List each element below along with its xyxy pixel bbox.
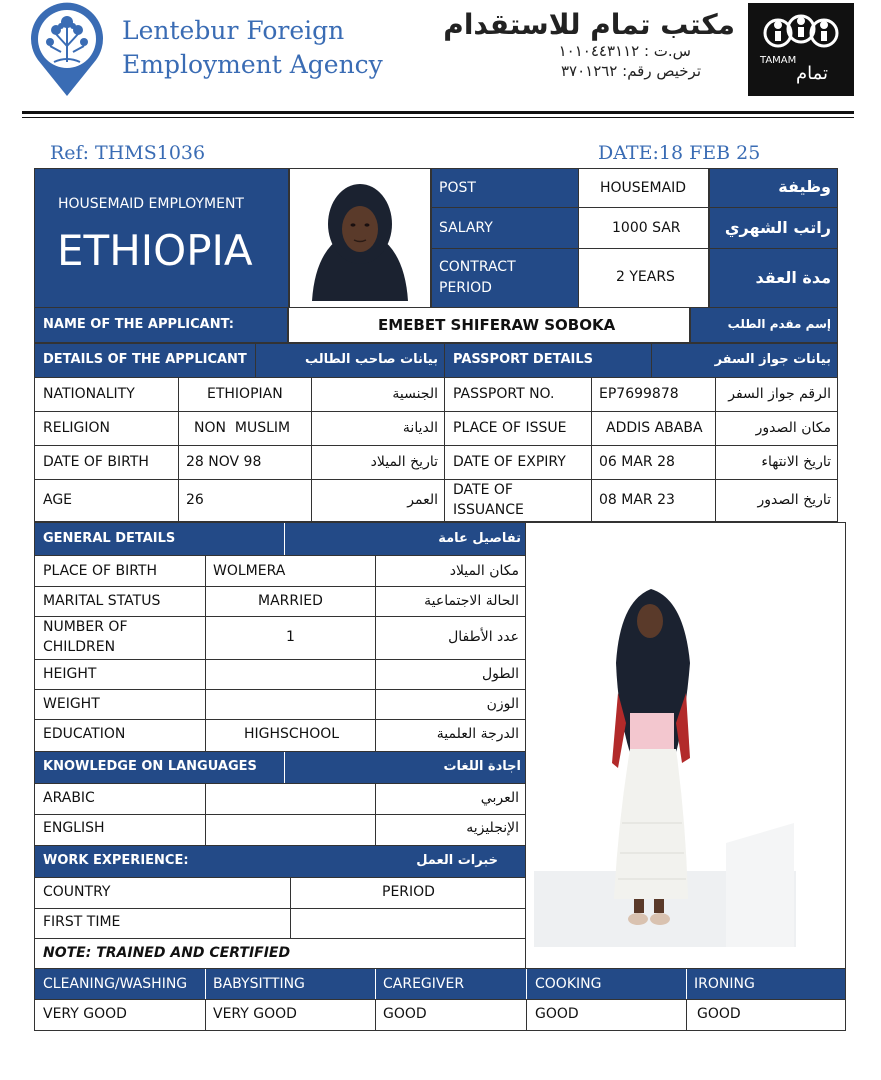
general-header-en: GENERAL DETAILS (43, 531, 176, 546)
place-of-issue-value: ADDIS ABABA (606, 420, 703, 436)
work-first-time: FIRST TIME (43, 914, 121, 930)
trained-note: NOTE: TRAINED AND CERTIFIED (43, 945, 291, 961)
header-separator (284, 752, 285, 783)
work-header-en: WORK EXPERIENCE: (43, 853, 189, 868)
header-separator (205, 969, 206, 999)
post-ar: وظيفة (778, 177, 831, 196)
passport-no-ar: الرقم جواز السفر (728, 386, 831, 402)
row-divider (34, 719, 526, 720)
work-header-ar: خبرات العمل (416, 853, 498, 868)
date-of-expiry-label: DATE OF EXPIRY (453, 454, 566, 470)
header-divider-thin (22, 117, 854, 118)
col-divider (375, 999, 376, 1031)
religion-ar: الديانة (402, 420, 438, 436)
header-separator (686, 969, 687, 999)
passport-no-value: EP7699878 (599, 386, 679, 402)
marital-status-value: MARRIED (258, 593, 323, 609)
tamam-people-icon (748, 3, 854, 96)
children-ar: عدد الأطفال (448, 629, 519, 645)
nationality-ar: الجنسية (392, 386, 438, 402)
age-value: 26 (186, 492, 204, 508)
col-divider (178, 377, 179, 522)
salary-value: 1000 SAR (612, 220, 681, 236)
row-divider (34, 938, 526, 939)
education-label: EDUCATION (43, 726, 126, 742)
contract-ar: مدة العقد (755, 268, 831, 287)
ref-number: Ref: THMS1036 (50, 142, 206, 164)
skill-level-ironing: GOOD (697, 1006, 741, 1022)
nationality-label: NATIONALITY (43, 386, 135, 402)
row-divider (34, 411, 838, 412)
marital-status-ar: الحالة الاجتماعية (424, 593, 519, 609)
contract-label-cell (431, 248, 579, 308)
applicant-name-label: NAME OF THE APPLICANT: (43, 317, 234, 332)
applicant-name-ar: إسم مقدم الطلب (727, 317, 831, 331)
applicant-full-body-image (526, 523, 845, 968)
salary-label: SALARY (439, 220, 493, 236)
passport-header-en: PASSPORT DETAILS (453, 352, 594, 367)
skill-name-cooking: COOKING (535, 976, 602, 992)
children-value: 1 (286, 629, 295, 645)
work-period-header: PERIOD (382, 884, 435, 900)
applicant-portrait-image (290, 169, 430, 307)
col-divider (526, 999, 527, 1031)
document-date: DATE:18 FEB 25 (598, 142, 761, 164)
row-divider (34, 616, 526, 617)
tamam-logo (748, 3, 854, 96)
date-of-issuance-label-line1: DATE OF (453, 482, 513, 498)
col-divider (375, 783, 376, 846)
height-ar: الطول (481, 666, 519, 682)
age-label: AGE (43, 492, 73, 508)
arabic-label: ARABIC (43, 790, 95, 806)
religion-label: RELIGION (43, 420, 110, 436)
row-divider (34, 814, 526, 815)
children-label-line1: NUMBER OF (43, 619, 128, 635)
date-of-expiry-ar: تاريخ الانتهاء (761, 454, 831, 470)
salary-ar: راتب الشهري (724, 218, 831, 237)
english-ar: الإنجليزيه (466, 820, 519, 836)
header-separator (284, 523, 285, 555)
skill-level-babysitting: VERY GOOD (213, 1006, 297, 1022)
skill-name-ironing: IRONING (694, 976, 755, 992)
row-divider (34, 689, 526, 690)
post-value: HOUSEMAID (600, 180, 687, 196)
tamam-name-ar: مكتب تمام للاستقدام (443, 8, 735, 41)
col-divider (205, 555, 206, 752)
agency-name-line2: Employment Agency (122, 50, 383, 79)
work-country-header: COUNTRY (43, 884, 111, 900)
date-of-expiry-value: 06 MAR 28 (599, 454, 675, 470)
tamam-cr-ar: س.ت : ١٠١٠٤٤٣١١٢ (558, 42, 691, 60)
row-divider (34, 659, 526, 660)
post-label: POST (439, 180, 476, 196)
row-divider (34, 908, 526, 909)
date-of-issuance-ar: تاريخ الصدور (757, 492, 831, 508)
education-ar: الدرجة العلمية (436, 726, 519, 742)
details-header-ar: بيانات صاحب الطالب (304, 352, 438, 367)
details-header-en: DETAILS OF THE APPLICANT (43, 352, 247, 367)
employment-subtitle: HOUSEMAID EMPLOYMENT (58, 196, 244, 212)
full-body-photo (525, 522, 846, 969)
religion-value: NON MUSLIM (194, 420, 291, 436)
place-of-birth-ar: مكان الميلاد (449, 563, 519, 579)
height-label: HEIGHT (43, 666, 97, 682)
date-of-issuance-label-line2: ISSUANCE (453, 502, 524, 518)
header-divider (22, 111, 854, 114)
portrait-photo (289, 168, 431, 308)
languages-header-en: KNOWLEDGE ON LANGUAGES (43, 759, 257, 774)
children-label-line2: CHILDREN (43, 639, 116, 655)
col-divider (205, 783, 206, 846)
contract-label-line1: CONTRACT (439, 259, 516, 275)
col-divider (444, 377, 445, 522)
col-divider (290, 877, 291, 938)
header-separator (526, 969, 527, 999)
svg-text:تمام: تمام (795, 63, 829, 84)
row-divider (34, 479, 838, 480)
tamam-license-ar: ترخيص رقم: ٣٧٠١٢٦٢ (560, 62, 701, 80)
education-value: HIGHSCHOOL (244, 726, 340, 742)
col-divider (205, 999, 206, 1031)
header-separator (375, 969, 376, 999)
row-divider (34, 445, 838, 446)
general-header-ar: تفاصيل عامة (438, 531, 521, 546)
passport-header-ar: بيانات جواز السفر (714, 352, 831, 367)
contract-value: 2 YEARS (616, 269, 675, 285)
col-divider (686, 999, 687, 1031)
col-divider (715, 377, 716, 522)
agency-name-line1: Lentebur Foreign (122, 16, 345, 45)
dob-label: DATE OF BIRTH (43, 454, 149, 470)
date-of-issuance-value: 08 MAR 23 (599, 492, 675, 508)
col-divider (375, 555, 376, 752)
place-of-issue-ar: مكان الصدور (755, 420, 831, 436)
applicant-name-value: EMEBET SHIFERAW SOBOKA (378, 316, 616, 334)
col-divider (311, 377, 312, 522)
skill-level-caregiver: GOOD (383, 1006, 427, 1022)
age-ar: العمر (407, 492, 438, 508)
dob-value: 28 NOV 98 (186, 454, 262, 470)
english-label: ENGLISH (43, 820, 105, 836)
country-title: ETHIOPIA (57, 226, 253, 275)
marital-status-label: MARITAL STATUS (43, 593, 161, 609)
place-of-issue-label: PLACE OF ISSUE (453, 420, 567, 436)
svg-text:TAMAM: TAMAM (760, 55, 797, 66)
col-divider (591, 377, 592, 522)
nationality-value: ETHIOPIAN (207, 386, 283, 402)
skill-level-cleaning: VERY GOOD (43, 1006, 127, 1022)
contract-label-line2: PERIOD (439, 280, 492, 296)
row-divider (34, 586, 526, 587)
place-of-birth-value: WOLMERA (213, 563, 286, 579)
skill-name-caregiver: CAREGIVER (383, 976, 465, 992)
languages-header-ar: اجادة اللغات (443, 759, 521, 774)
place-of-birth-label: PLACE OF BIRTH (43, 563, 158, 579)
title-panel (34, 168, 289, 308)
arabic-ar: العربي (480, 790, 519, 806)
lentebur-logo-icon (28, 2, 106, 98)
skill-name-babysitting: BABYSITTING (213, 976, 305, 992)
passport-no-label: PASSPORT NO. (453, 386, 555, 402)
weight-label: WEIGHT (43, 696, 100, 712)
skill-level-cooking: GOOD (535, 1006, 579, 1022)
dob-ar: تاريخ الميلاد (370, 454, 438, 470)
weight-ar: الوزن (486, 696, 519, 712)
skill-name-cleaning: CLEANING/WASHING (43, 976, 188, 992)
